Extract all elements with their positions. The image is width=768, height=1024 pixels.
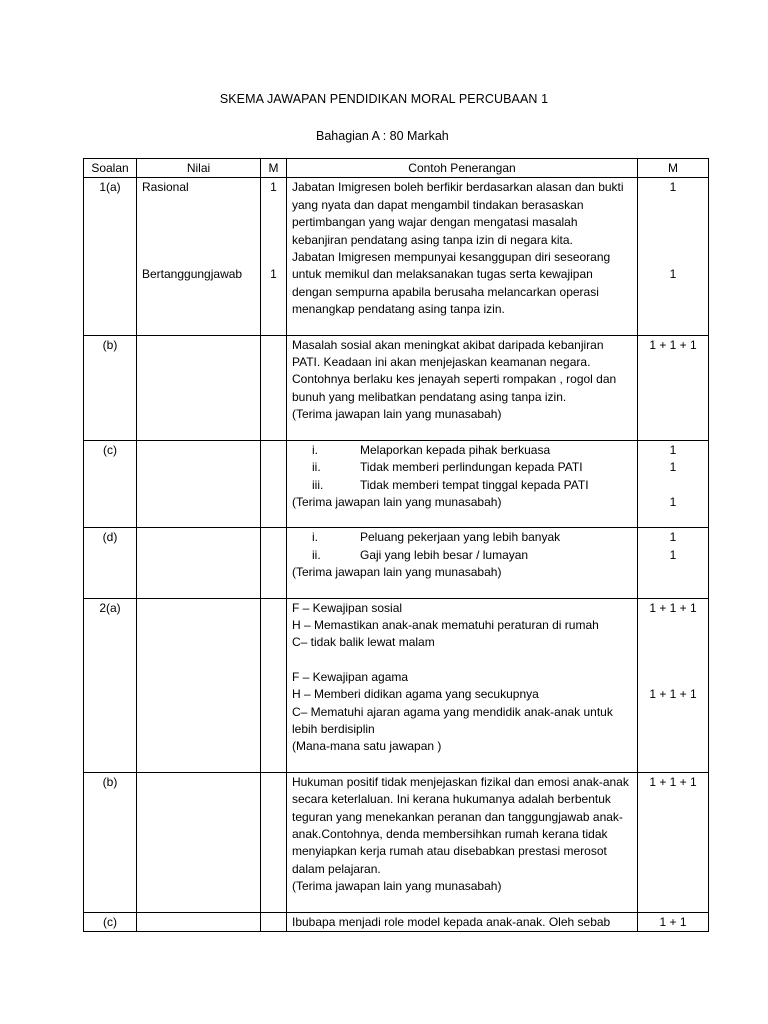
mark-value: 1 — [669, 460, 677, 475]
explanation-text: Jabatan Imigresen mempunyai kesanggupan diri seseorang untuk memikul dan melaksanakan tugas serta kewajipan dengan sempurna apabila berusaha melancarkan operasi menangkap pendatang asing tanpa izin. — [292, 250, 611, 317]
table-row — [84, 598, 709, 772]
nilai-cell — [137, 772, 261, 912]
explanation-text: Ibubapa menjadi role model kepada anak-anak. Oleh sebab — [292, 914, 611, 929]
nilai-mark-cell — [261, 912, 287, 931]
header-soalan: Soalan — [84, 159, 137, 178]
question-number: (b) — [84, 772, 137, 912]
mark-cell — [638, 440, 709, 528]
table-row — [84, 528, 709, 598]
explanation-line: C– Mematuhi ajaran agama yang mendidik anak-anak untuk lebih berdisiplin — [292, 704, 613, 736]
question-number: (c) — [84, 912, 137, 931]
answer-scheme-table — [83, 158, 709, 932]
question-number: 1(a) — [84, 178, 137, 335]
section-subtitle: Bahagian A : 80 Markah — [316, 129, 449, 143]
list-item — [292, 529, 632, 546]
header-m-marks: M — [638, 159, 709, 178]
explanation-text: Jabatan Imigresen boleh berfikir berdasarkan alasan dan bukti yang nyata dan dapat mengambil tindakan berasaskan pertimbangan yang wajar dengan mengatasi masalah kebanjiran pendatang asing tanpa izin di negara kita. — [292, 180, 624, 247]
nilai-cell — [137, 912, 261, 931]
explanation-note: (Terima jawapan lain yang munasabah) — [292, 407, 502, 422]
nilai-cell — [137, 178, 261, 335]
page-title: SKEMA JAWAPAN PENDIDIKAN MORAL PERCUBAAN 1 — [219, 92, 549, 106]
explanation-note: (Terima jawapan lain yang munasabah) — [292, 879, 502, 894]
list-text: Tidak memberi tempat tinggal kepada PATI — [360, 477, 589, 492]
explanation-text: Hukuman positif tidak menjejaskan fizikal dan emosi anak-anak secara keterlaluan. Ini kerana hukumanya adalah berbentuk teguran yang menekankan peranan dan tanggungjawab anak-anak.Contohnya, denda membersihkan rumah kerana tidak menyiapkan kerja rumah atau disebabkan prestasi merosot dalam pelajaran. — [292, 774, 629, 876]
nilai-mark: 1 — [270, 266, 277, 281]
explanation-note: (Terima jawapan lain yang munasabah) — [292, 494, 502, 509]
list-number: i. — [312, 442, 318, 457]
header-m: M — [261, 159, 287, 178]
mark-value: 1 — [669, 180, 677, 195]
list-text: Tidak memberi perlindungan kepada PATI — [360, 460, 583, 475]
mark-value: 1 + 1 + 1 — [638, 335, 709, 440]
list-text: Gaji yang lebih besar / lumayan — [360, 547, 529, 562]
nilai-mark-cell — [261, 772, 287, 912]
mark-value: 1 + 1 + 1 — [649, 600, 697, 615]
list-number: ii. — [312, 547, 321, 562]
mark-cell — [638, 528, 709, 598]
table-header-row — [84, 159, 709, 178]
mark-value: 1 + 1 — [638, 912, 709, 931]
mark-value: 1 — [669, 547, 677, 562]
list-number: ii. — [312, 460, 321, 475]
explanation-note: (Terima jawapan lain yang munasabah) — [292, 565, 502, 580]
explanation-line: H – Memastikan anak-anak mematuhi peraturan di rumah — [292, 617, 599, 632]
mark-value: 1 + 1 + 1 — [638, 772, 709, 912]
table-row — [84, 178, 709, 335]
nilai-value: Bertanggungjawab — [142, 266, 243, 281]
nilai-mark-cell — [261, 335, 287, 440]
table-row — [84, 912, 709, 931]
question-number: 2(a) — [84, 598, 137, 772]
list-item — [292, 442, 632, 459]
explanation-note: (Mana-mana satu jawapan ) — [292, 739, 442, 754]
nilai-mark-cell — [261, 440, 287, 528]
table-row — [84, 440, 709, 528]
explanation-cell — [287, 440, 638, 528]
nilai-cell — [137, 528, 261, 598]
nilai-mark-cell — [261, 178, 287, 335]
nilai-mark-cell — [261, 528, 287, 598]
nilai-mark-cell — [261, 598, 287, 772]
explanation-line: F – Kewajipan sosial — [292, 600, 403, 615]
table-row — [84, 335, 709, 440]
mark-value: 1 + 1 + 1 — [649, 686, 697, 701]
list-number: i. — [312, 530, 318, 545]
explanation-cell — [287, 772, 638, 912]
explanation-cell — [287, 912, 638, 931]
explanation-line: F – Kewajipan agama — [292, 669, 409, 684]
list-item — [292, 459, 632, 476]
list-number: iii. — [312, 477, 324, 492]
header-contoh-penerangan: Contoh Penerangan — [287, 159, 638, 178]
nilai-cell — [137, 440, 261, 528]
mark-value: 1 — [669, 266, 677, 281]
mark-cell — [638, 598, 709, 772]
explanation-cell — [287, 598, 638, 772]
explanation-cell — [287, 178, 638, 335]
list-text: Peluang pekerjaan yang lebih banyak — [360, 530, 561, 545]
table-row — [84, 772, 709, 912]
header-nilai: Nilai — [137, 159, 261, 178]
question-number: (c) — [84, 440, 137, 528]
list-item — [292, 547, 632, 564]
list-text: Melaporkan kepada pihak berkuasa — [360, 442, 551, 457]
explanation-text: Masalah sosial akan meningkat akibat daripada kebanjiran PATI. Keadaan ini akan menjejaskan keamanan negara. Contohnya berlaku kes jenayah seperti rompakan , rogol dan bunuh yang melibatkan pendatang asing tanpa izin. — [292, 337, 617, 404]
mark-value: 1 — [669, 494, 677, 509]
mark-value: 1 — [669, 442, 677, 457]
question-number: (b) — [84, 335, 137, 440]
explanation-line: C– tidak balik lewat malam — [292, 635, 435, 650]
explanation-cell — [287, 528, 638, 598]
nilai-mark: 1 — [270, 180, 277, 195]
explanation-cell — [287, 335, 638, 440]
mark-value: 1 — [669, 530, 677, 545]
mark-cell — [638, 178, 709, 335]
nilai-cell — [137, 335, 261, 440]
nilai-value: Rasional — [142, 180, 189, 195]
explanation-line: H – Memberi didikan agama yang secukupnya — [292, 687, 539, 702]
nilai-cell — [137, 598, 261, 772]
list-item — [292, 477, 632, 494]
question-number: (d) — [84, 528, 137, 598]
